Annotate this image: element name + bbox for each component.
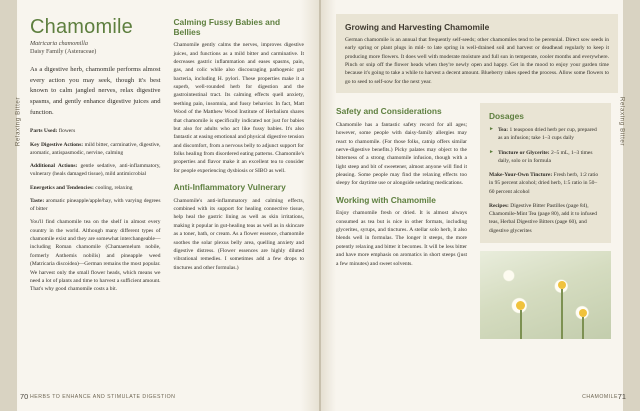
make-your-own-text: Fresh herb, 1:2 ratio in 95 percent alcohol; dried herb, 1:5 ratio in 50–60 percent alcohol [489,172,599,195]
photo-flower-center [579,309,587,317]
fact-additional-actions-value: gentle sedative, anti-inflammatory, vulnerary (heals damaged tissue), mild antimicrobial [30,163,161,178]
left-edge-tab-label: Relaxing Bitter [14,96,22,147]
section-heading-working: Working with Chamomile [336,194,436,205]
left-page-number: 70 [20,392,29,401]
dosage-item-tea [489,126,602,143]
book-gutter [319,0,321,411]
dosage-item-tincture-text: 2–5 mL, 1–3 times daily, solo or in formula [497,149,593,164]
growing-harvesting-heading: Growing and Harvesting Chamomile [345,22,490,32]
fact-additional-actions [30,162,161,179]
photo-stem [561,289,563,339]
right-page-columns [336,103,618,339]
section-text-working: Enjoy chamomile fresh or dried. It is almost always consumed as tea but is nice in other formats, including glycerites, syrups, and tinctures. A stellar solo herb, it also blends well in formulas. The longer it steeps, the more potently relaxing and bitter it becomes. It will be less bitter and have more emphasis on aromatics in short steeps (just a few minutes) and sweet solvents. [336,210,467,267]
left-column-2 [174,14,305,299]
right-column-1 [336,103,467,339]
fact-parts-used-label: Parts Used: [30,128,58,135]
photo-stem [582,317,584,339]
right-edge-tab-label: Relaxing Bitter [618,96,626,147]
recipes-text: Digestive Bitter Pastilles (page 84), Chamomile-Mint Tea (page 80), add it to infused teas, Herbal Digestive Bitters (page 60), and digestive glycerites [489,202,597,234]
fact-parts-used-value: flowers [58,128,76,135]
left-edge-tab [0,0,22,411]
section-heading-vulnerary: Anti-Inflammatory Vulnerary [173,182,286,193]
triangle-bullet-icon: ► [489,149,494,155]
dosage-item-tea-text: 1 teaspoon dried herb per cup, prepared as an infusion; take 1–3 cups daily [497,127,597,142]
fact-key-actions [30,141,161,158]
fact-parts-used [30,127,161,135]
plant-family: Daisy Family (Asteraceae) [30,48,97,55]
make-your-own-heading: Make-Your-Own Tincture: [489,172,553,179]
fact-taste-value: aromatic pineapple/apple/hay, with varying degrees of bitter [30,197,161,213]
right-column-2 [480,103,611,339]
fact-key-actions-value: mild bitter, carminative, digestive, aromatic, antispasmodic, nervine, calming [30,141,161,156]
dosages-box [480,103,611,243]
closing-paragraph: You'll find chamomile tea on the shelf in almost every country in the world. Although many different types of chamomile exist and they are somewhat interchangeable—including Roman chamomile (Chamaemelum nobile, formerly Anthemis nobilis) and pineapple weed (Matricaria discoidea)—German remains the most popular. We harvest only the small flower heads, which means we need a lot of plants and time to harvest a sufficient amount. That's why good chamomile costs a bit. [30,219,161,293]
dosages-heading: Dosages [489,111,524,122]
left-running-head: HERBS TO ENHANCE AND STIMULATE DIGESTION [30,394,176,400]
left-column-1 [30,14,161,299]
photo-flower-center [558,281,566,289]
dosage-item-tincture-label: Tincture or Glycerite: [497,149,550,156]
growing-harvesting-box [336,14,618,93]
intro-paragraph: As a digestive herb, chamomile performs almost every action you may seek, though it's best known to calm jangled nerves, relax digestive spasms, and gently enhance digestive juices and function. [30,66,161,116]
recipes-heading: Recipes: [489,202,509,209]
section-text-calming: Chamomile gently calms the nerves, improves digestive juices, and functions as a mild bitter and carminative. It decreases gastric inflammation and eases spasms, pain, gas, and colic while also discouraging pathogenic gut bacteria, including H. pylori. These properties make it a superb, well-rounded herb for digestion and the gastrointestinal tract. Its calming effects quell anxiety, teething pain, insomnia, and fussy behavior. In fact, Matt Wood of the Matthew Wood Institute of Herbalism shares that chamomile is specifically indicated not just for babies but also for adults who act like fussy babies. It's also fantastic at easing emotional and physical digestive tension and discomfort, from a nervous belly to adjunct support for folks healing from disordered eating patterns. Chamomile's properties and flavor make it an excellent tea to consider for people experiencing dysbiosis or SIBO as well. [173,42,304,174]
fact-taste [30,197,161,214]
section-heading-safety: Safety and Considerations [336,106,442,117]
photo-flower-center [516,301,525,310]
right-page [320,0,640,411]
growing-harvesting-text: German chamomile is an annual that frequently self-seeds; other chamomiles tend to be perennial. Direct sow seeds in early spring or plant plugs in mid- to late spring in well-drained soil and harvest or deadhead regularly to keep it producing more flowers. It does well with moderate moisture and full sun in temperate, cooler months and everywhere. Pinch or snip off the flower heads when they're newly open and happy. Get in the mood to enjoy your garden time because it's going to take a while to harvest a decent amount. Blueberry rakes speed the process. Allow some flowers to go to seed to self-sow for the next year. [345,37,609,85]
dosage-item-tea-label: Tea: [497,127,509,134]
fact-taste-label: Taste: [30,197,45,204]
photo-stem [520,310,522,339]
section-heading-calming: Calming Fussy Babies and Bellies [173,17,281,37]
make-your-own-tincture [489,171,602,196]
triangle-bullet-icon: ► [489,127,494,133]
left-page-columns [30,14,304,299]
fact-energetics-label: Energetics and Tendencies: [30,184,94,191]
fact-key-actions-label: Key Digestive Actions: [30,141,84,148]
chamomile-photo [480,251,611,339]
section-text-vulnerary: Chamomile's anti-inflammatory and calming effects, combined with its support for healing connective tissue, help heal the gastric lining as well as skin irritations, making it popular in gut-healing teas as well as in skincare as a toner, bath, or cream. As a flower essence, chamomile soothes the solar plexus belly area, quelling anxiety and digestive distress. (Flower essences are highly diluted vibrational remedies. I sometimes add a few drops to tinctures and other formulas.) [173,197,304,271]
recipes-list [489,202,602,235]
fact-energetics-value: cooling, relaxing [95,184,133,191]
right-running-head-label: CHAMOMILE [582,394,618,400]
dosage-item-tincture [489,149,602,166]
fact-energetics [30,184,161,192]
page-title: Chamomile [30,16,133,38]
latin-name: Matricaria chamomilla [30,40,88,47]
right-running-head [582,394,618,400]
fact-additional-actions-label: Additional Actions: [30,163,78,170]
section-text-safety: Chamomile has a fantastic safety record for all ages; however, some people with daisy-family allergies may react to chamomile. (For those folks, catnip offers similar nerve-digestive benefits.) Picky palates may object to the bitterness of a strong chamomile infusion, though with a light steep and bit of sweetener, almost anyone will find it pleasing. Some people may find the relaxing effects too sleepy for daytime use or alongside sedating medications. [336,121,467,187]
right-page-number: 71 [617,392,626,401]
